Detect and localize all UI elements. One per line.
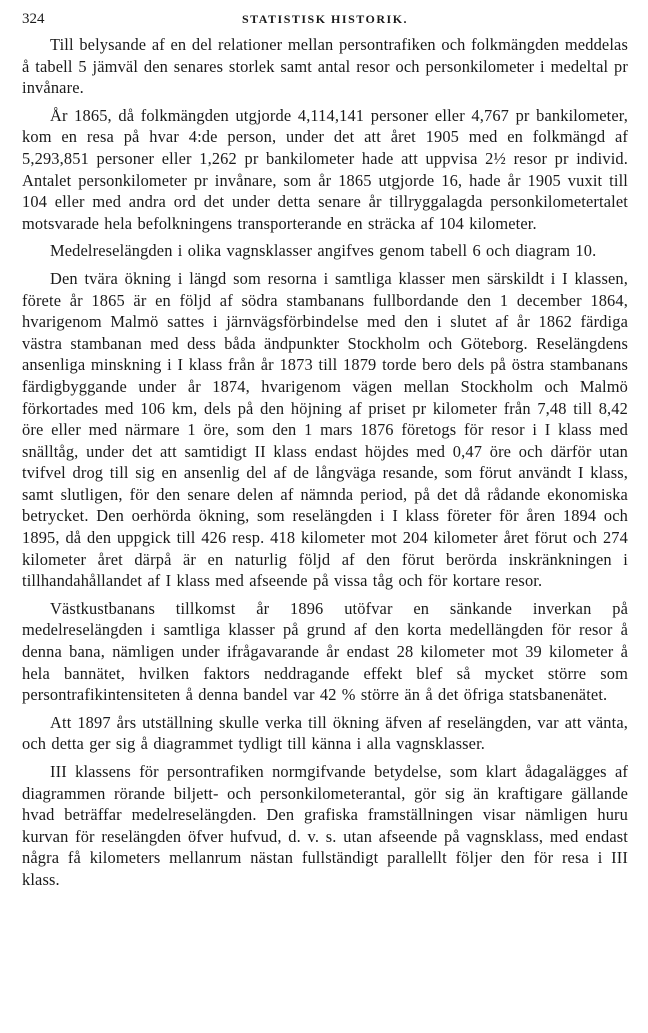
body-text: [22, 34, 628, 891]
paragraph-west-coast-railway: Västkustbanans tillkomst år 1896 utöfvar en sänkande inverkan på medelreselängden i samtliga klasser på grund af den korta medellängden för resor å denna bana, nämligen under ifrågavarande år endast 28 kilometer mot 39 kilometer å hela bannätet, hvilken faktors neddragande effekt blef så mycket större som persontrafikintensiteten å denna bandel var 42 % större än å det öfriga statsbanenätet.: [22, 598, 628, 705]
paragraph-third-class-significance: III klassens för persontrafiken normgifvande betydelse, som klart ådagalägges af diagrammen rörande biljett- och personkilometerantal, gör sig än kraftigare gällande hvad beträffar medelreselängden. Den grafiska framställningen visar nämligen huru kurvan för reselängden öfver hufvud, d. v. s. utan afseende på vagnsklass, med endast några få kilometers mellanrum nästan fullständigt parallellt följer den för resa i III klass.: [22, 762, 628, 889]
paragraph-first-class-changes: Den tvära ökning i längd som resorna i samtliga klasser men särskildt i I klassen, förete år 1865 är en följd af södra stambanans fullbordande den 1 december 1864, hvarigenom Malmö sattes i järnvägsförbindelse med den i slutet af år 1862 färdiga västra stambanan med dess båda ändpunkter Stockholm och Göteborg. Reselängdens ansenliga minskning i I klass från år 1873 till 1879 torde bero dels på östra stambanans färdigbyggande under år 1874, hvarigenom vägen mellan Stockholm och Malmö förkortades med 106 km, dels på den höjning af priset pr kilometer från 7,48 till 8,42 öre eller med närmare 1 öre, som den 1 mars 1876 företogs för resor i I klass med snälltåg, under det att samtidigt II klass endast höjdes med 0,47 öre och därför utan tvifvel drog till sig en ansenlig del af de långväga resande, som förut användt I klass, samt slutligen, för den senare delen af nämnda period, på det då rådande ekonomiska betrycket. Den oerhörda ökning, som reselängden i I klass företer för åren 1894 och 1895, då den uppgick till 426 resp. 418 kilometer mot 204 kilometer året förut och 274 kilometer året därpå är en naturlig följd af den förut berörda inskränkningen i tillhandahållandet af I klass med afseende på vissa tåg och för kortare resor.: [22, 268, 628, 591]
paragraph-population-relations: Till belysande af en del relationer mellan persontrafiken och folkmängden meddelas å tabell 5 jämväl den senares storlek samt antal resor och personkilometer i medeltal pr invånare.: [22, 35, 628, 98]
paragraph-1897-exhibition: Att 1897 års utställning skulle verka till ökning äfven af reselängden, var att vänta, och detta ger sig å diagrammet tydligt till känna i alla vagnsklasser.: [22, 712, 628, 754]
paragraph-travel-length-reference: Medelreselängden i olika vagnsklasser angifves genom tabell 6 och diagram 10.: [50, 241, 597, 261]
paragraph-1865-statistics: År 1865, då folkmängden utgjorde 4,114,141 personer eller 4,767 pr bankilometer, kom en resa på hvar 4:de person, under det att året 1905 med en folkmängd af 5,293,851 personer eller 1,262 pr bankilometer hade att uppvisa 2½ resor pr individ. Antalet personkilometer pr invånare, som år 1865 utgjorde 16, hade år 1905 vuxit till 104 eller med andra ord det under detta senare år tillryggalagda personkilometertalet motsvarade hela befolkningens transporterande en sträcka af 104 kilometer.: [22, 105, 628, 233]
running-title: STATISTISK HISTORIK.: [241, 12, 409, 26]
page-number: 324: [22, 11, 45, 27]
running-head: [22, 6, 628, 32]
